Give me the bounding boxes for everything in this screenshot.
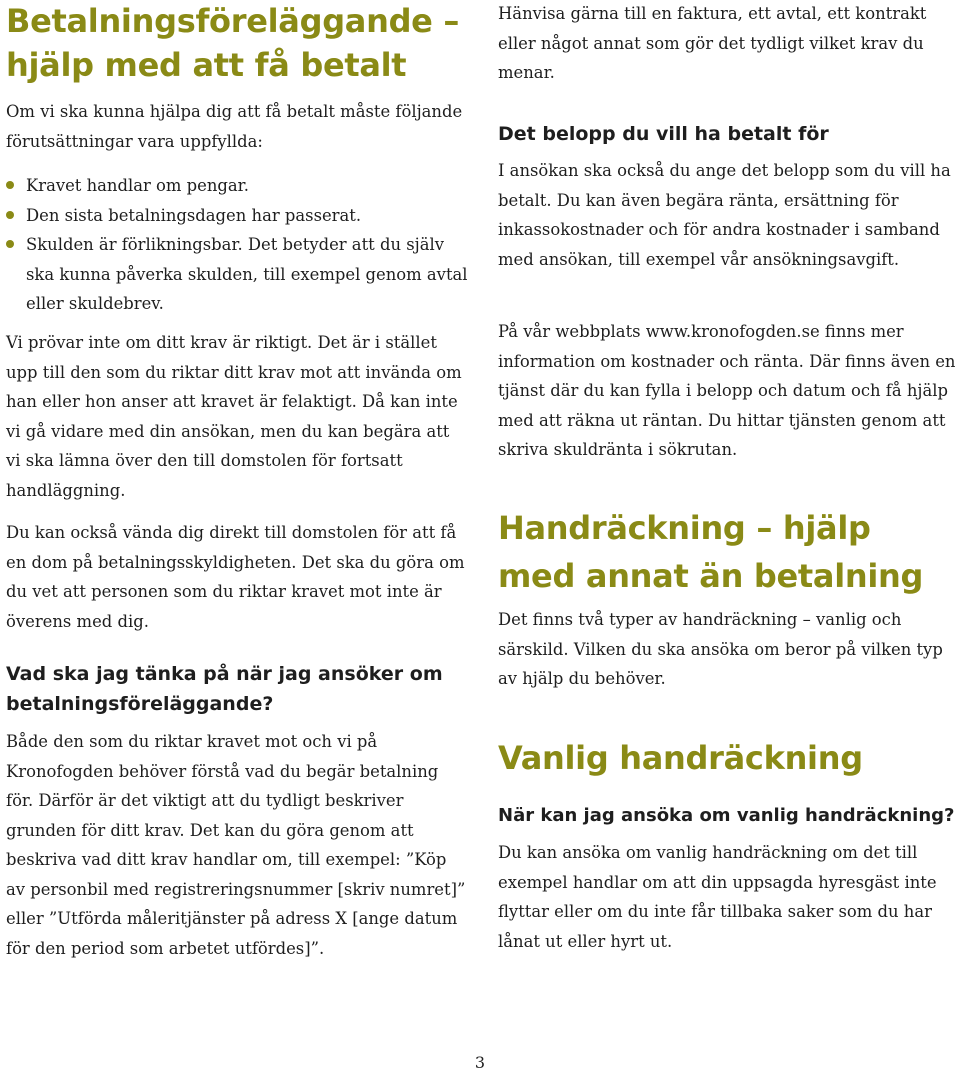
title-handrackning: Handräckning – hjälp med annat än betalning <box>498 509 924 595</box>
page-title: Betalningsföreläggande – hjälp med att få betalt <box>6 2 460 84</box>
court-paragraph: Du kan också vända dig direkt till domstolen för att få en dom på betalningsskyldigheten. Det ska du göra om du vet att personen som du riktar kravet mot inte är överens med dig. <box>6 523 465 631</box>
intro-paragraph: Om vi ska kunna hjälpa dig att få betalt måste följande förutsättningar vara uppfyllda: <box>6 102 463 151</box>
list-item-text: Den sista betalningsdagen har passerat. <box>26 205 362 225</box>
page-number: 3 <box>474 1053 486 1072</box>
heading-when: När kan jag ansöka om vanlig handräckning? <box>498 805 955 826</box>
web-paragraph: På vår webbplats www.kronofogden.se finns mer information om kostnader och ränta. Där finns även en tjänst där du kan fylla i belopp och datum och få hjälp med att räkna ut räntan. Du hittar tjänsten genom att skriva skuldränta i sökrutan. <box>498 322 956 459</box>
requirements-list <box>6 171 468 319</box>
amount-paragraph: I ansökan ska också du ange det belopp som du vill ha betalt. Du kan även begära ränta, ersättning för inkassokostnader och för andra kostnader i samband med ansökan, till exempel vår ansökningsavgift. <box>498 161 951 269</box>
list-item <box>6 201 468 231</box>
types-paragraph: Det finns två typer av handräckning – vanlig och särskild. Vilken du ska ansöka om beror på vilken typ av hjälp du behöver. <box>498 610 943 688</box>
heading-think: Vad ska jag tänka på när jag ansöker om betalningsföreläggande? <box>6 663 443 715</box>
refer-paragraph: Hänvisa gärna till en faktura, ett avtal, ett kontrakt eller något annat som gör det tydligt vilket krav du menar. <box>498 4 927 82</box>
list-item <box>6 171 468 201</box>
bullet-dot-icon <box>6 211 14 219</box>
think-paragraph: Både den som du riktar kravet mot och vi på Kronofogden behöver förstå vad du begär betalning för. Därför är det viktigt att du tydligt beskriver grunden för ditt krav. Det kan du göra genom att beskriva vad ditt krav handlar om, till exempel: ”Köp av personbil med registreringsnummer [skriv numret]” eller ”Utförda måleritjänster på adress X [ange datum för den period som arbetet utfördes]”. <box>6 732 466 958</box>
list-item-text: Skulden är förlikningsbar. Det betyder att du själv ska kunna påverka skulden, till exempel genom avtal eller skuldebrev. <box>26 235 468 313</box>
title-vanlig: Vanlig handräckning <box>498 739 863 777</box>
bullet-dot-icon <box>6 240 14 248</box>
list-item <box>6 230 468 319</box>
bullet-dot-icon <box>6 181 14 189</box>
heading-amount: Det belopp du vill ha betalt för <box>498 123 829 145</box>
when-paragraph: Du kan ansöka om vanlig handräckning om det till exempel handlar om att din uppsagda hyresgäst inte flyttar eller om du inte får tillbaka saker som du har lånat ut eller hyrt ut. <box>498 843 937 951</box>
list-item-text: Kravet handlar om pengar. <box>26 176 249 195</box>
check-paragraph: Vi prövar inte om ditt krav är riktigt. Det är i stället upp till den som du riktar ditt krav mot att invända om han eller hon anser att kravet är felaktigt. Då kan inte vi gå vidare med din ansökan, men du kan begära att vi ska lämna över den till domstolen för fortsatt handläggning. <box>6 333 462 500</box>
